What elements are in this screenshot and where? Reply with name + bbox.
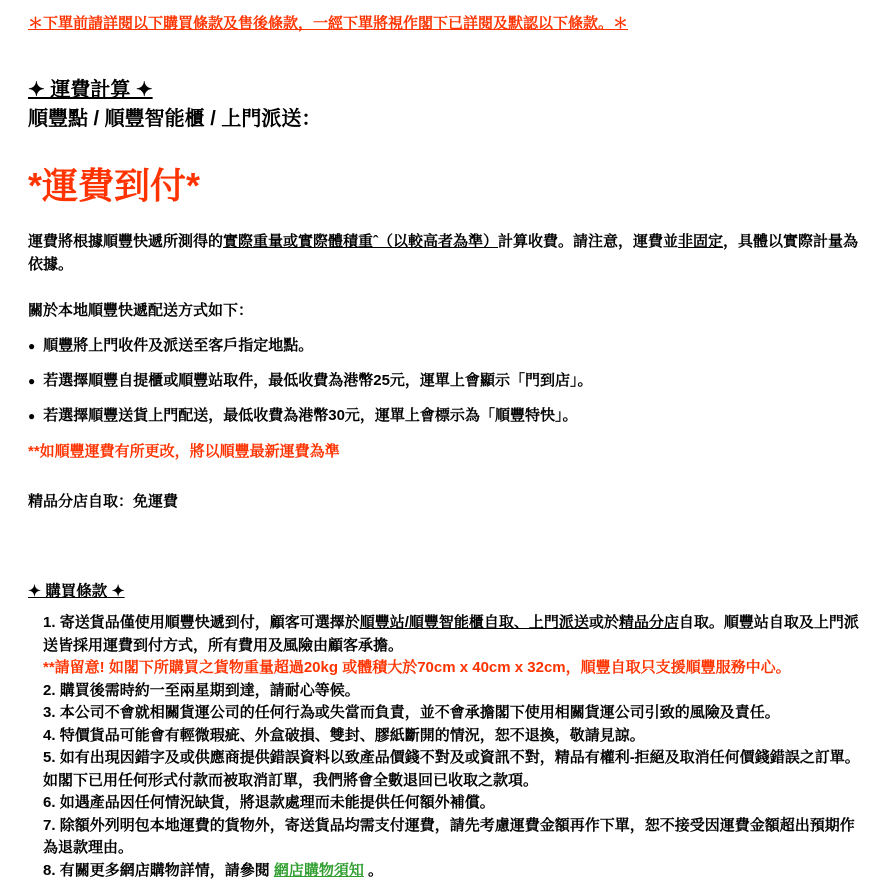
list-item xyxy=(28,335,866,357)
delivery-method-text: 若選擇順豐自提櫃或順豐站取件，最低收費為港幣25元，運單上會顯示「門到店」。 xyxy=(43,370,592,392)
term-item-8 xyxy=(43,860,867,882)
term3-text: 本公司不會就相關貨運公司的任何行為或失當而負責，並不會承擔閣下使用相關貨運公司引致的風險及責任。 xyxy=(60,704,780,721)
online-shopping-guide-link[interactable]: 網店購物須知 xyxy=(274,862,364,879)
term5-text: 如有出現因錯字及或供應商提供錯誤資料以致產品價錢不對及或資訊不對，精品有權利-拒絕及取消任何價錢錯誤之訂單。如閣下已用任何形式付款而被取消訂單，我們將會全數退回已收取之款項。 xyxy=(43,749,860,789)
bullet-icon: ● xyxy=(28,370,35,392)
term-item-3 xyxy=(43,702,867,725)
top-warning-notice: ＊下單前請詳閱以下購買條款及售後條款，一經下單將視作閣下已詳閱及默認以下條款。＊ xyxy=(28,14,866,33)
bullet-icon: ● xyxy=(28,335,35,357)
fee-calculation-paragraph xyxy=(28,230,866,276)
delivery-methods-intro: 關於本地順豐快遞配送方式如下： xyxy=(28,300,866,322)
term1-segment: 或於 xyxy=(589,614,619,631)
fee-para-underline-weight: 實際重量或實際體積重ˆ（以較高者為準） xyxy=(223,233,498,250)
list-item xyxy=(28,370,866,392)
term4-text: 特價貨品可能會有輕微瑕疵、外盒破損、雙封、膠紙斷開的情況，恕不退換，敬請見諒。 xyxy=(60,727,645,744)
fee-para-segment: ，具體以實際計量為依據。 xyxy=(28,233,858,273)
term-item-2 xyxy=(43,680,867,703)
shipping-calc-heading: ✦ 運費計算 ✦ xyxy=(28,78,866,103)
delivery-method-text: 順豐將上門收件及派送至客戶指定地點。 xyxy=(43,335,313,357)
list-item xyxy=(28,405,866,427)
term-item-1 xyxy=(43,612,867,680)
fee-para-segment: 運費將根據順豐快遞所測得的 xyxy=(28,233,223,250)
term1-underline-boutique: 精品分店 xyxy=(619,614,679,631)
term-item-4 xyxy=(43,725,867,748)
store-pickup-free-note: 精品分店自取：免運費 xyxy=(28,491,866,513)
term-item-7 xyxy=(43,815,867,860)
fee-para-segment: 計算收費。請注意，運費並 xyxy=(498,233,678,250)
weight-size-warning: **請留意! 如閣下所購買之貨物重量超過20kg 或體積大於70cm x 40cm x 32cm，順豐自取只支援順豐服務中心。 xyxy=(43,657,867,680)
delivery-methods-list xyxy=(28,335,866,427)
term-item-6 xyxy=(43,792,867,815)
term1-segment: 自取。順豐站自取及上門派送皆採用運費到付方式，所有費用及風險由顧客承擔。 xyxy=(43,614,859,654)
delivery-method-text: 若選擇順豐送貨上門配送，最低收費為港幣30元，運單上會標示為「順豐特快」。 xyxy=(43,405,577,427)
term1-underline-sf-options: 順豐站/順豐智能櫃自取、上門派送 xyxy=(360,614,589,631)
fee-change-notice: **如順豐運費有所更改，將以順豐最新運費為準 xyxy=(28,441,866,463)
freight-collect-title: *運費到付* xyxy=(28,166,866,206)
fee-para-underline-notfixed: 非固定 xyxy=(678,233,723,250)
bullet-icon: ● xyxy=(28,405,35,427)
term6-text: 如遇產品因任何情況缺貨，將退款處理而未能提供任何額外補償。 xyxy=(60,794,495,811)
term2-text: 購買後需時約一至兩星期到達，請耐心等候。 xyxy=(60,682,360,699)
term8-segment: 。 xyxy=(364,862,383,879)
shipping-methods-subheading: 順豐點 / 順豐智能櫃 / 上門派送： xyxy=(28,106,866,132)
term1-segment: 寄送貨品僅使用順豐快遞到付，顧客可選擇於 xyxy=(60,614,360,631)
purchase-terms-heading: ✦ 購買條款 ✦ xyxy=(28,581,866,602)
term-item-5 xyxy=(43,747,867,792)
term7-text: 除額外列明包本地運費的貨物外，寄送貨品均需支付運費，請先考慮運費金額再作下單，恕不接受因運費金額超出預期作為退款理由。 xyxy=(43,817,855,857)
purchase-terms-list xyxy=(43,612,867,882)
term8-segment: 有關更多網店購物詳情，請參閱 xyxy=(60,862,274,879)
